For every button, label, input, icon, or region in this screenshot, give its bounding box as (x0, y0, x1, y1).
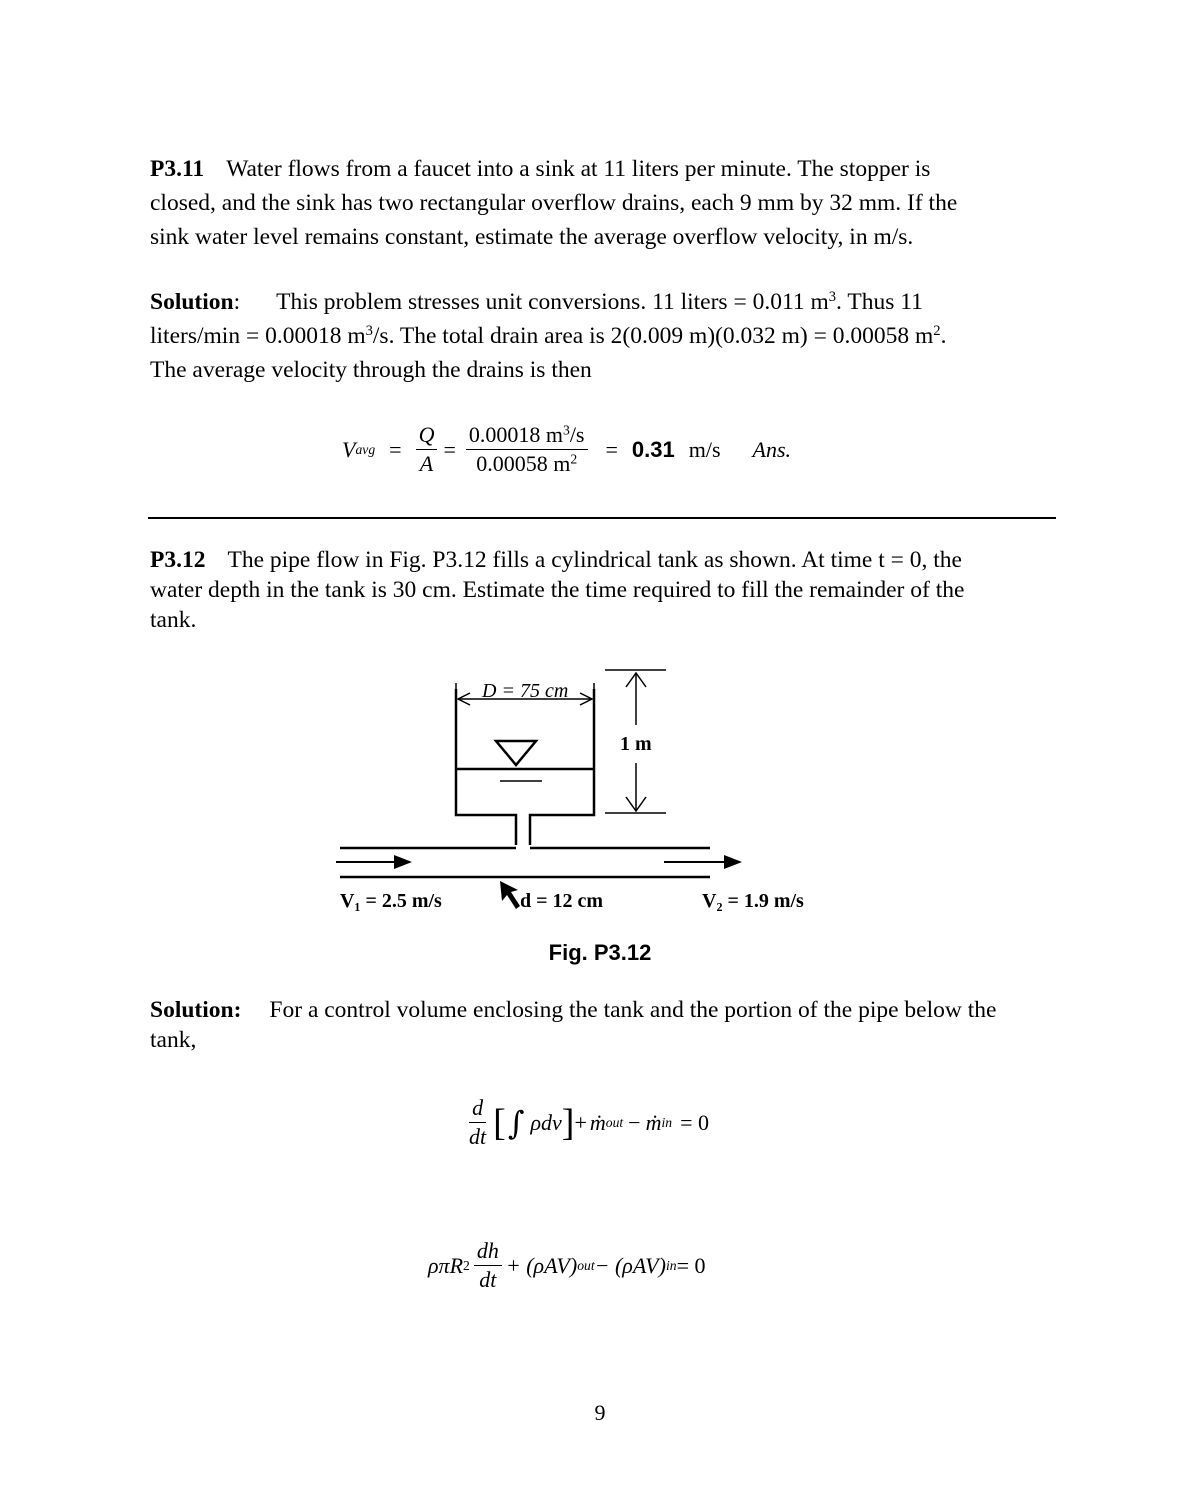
solution-text-line-1a: This problem stresses unit conversions. 11 liters = 0.011 m (276, 289, 829, 315)
answer-label: Ans. (752, 436, 792, 462)
dh-dt-fraction: $\frac{dh}{dt}$ (474, 1238, 502, 1293)
solution-label: Solution: (150, 997, 242, 1023)
solution-text-line-1: For a control volume enclosing the tank and the portion of the pipe below the (269, 997, 997, 1023)
answer-unit: m/s (688, 436, 721, 462)
solution-3-12 (150, 995, 1055, 1055)
tank-right-wall (530, 689, 594, 845)
free-surface-triangle-icon (496, 741, 536, 765)
integral-icon: ∫ (507, 1103, 525, 1142)
problem-text-line-1: Water flows from a faucet into a sink at 11 liters per minute. The stopper is (226, 156, 931, 182)
answer-value: 0.31 (631, 436, 675, 462)
tank-fill-equation: ρπR 2 $\frac{dh}{dt}$ + (ρAV) out − (ρAV) in = 0 (428, 1238, 706, 1292)
problem-3-12 (150, 545, 1055, 635)
pipe-diameter-label: d = 12 cm (520, 890, 604, 912)
d-dt-fraction: $\frac{d}{dt}$ (469, 1095, 487, 1149)
problem-3-11 (150, 152, 1055, 254)
solution-text-line-2a: liters/min = 0.00018 m (150, 323, 366, 349)
page-number: 9 (594, 1400, 606, 1425)
figure-caption: Fig. P3.12 (548, 940, 652, 965)
problem-label: P3.11 (150, 156, 205, 182)
numeric-fraction: $\frac{0.00018 m^3/s}{0.00058 m^2}$ (466, 422, 588, 477)
q-over-a-fraction: $\frac{Q}{A}$ (416, 422, 438, 477)
height-label: 1 m (620, 733, 652, 755)
velocity-equation: V avg = $\frac{Q}{A}$ = $\frac{0.00018 m^3/s}{0.00058 m^2}$ = 0.31 m/s Ans. (342, 422, 792, 476)
problem-text-line-1: The pipe flow in Fig. P3.12 fills a cylindrical tank as shown. At time t = 0, the (227, 547, 962, 573)
mass-conservation-equation: $\frac{d}{dt}$ [ ∫ ρdv ] + ṁ out − ṁ in = 0 (462, 1095, 709, 1150)
section-divider (148, 517, 1056, 519)
solution-label: Solution (150, 289, 234, 315)
pointer-arrow-icon (500, 881, 520, 909)
tank-pipe-figure (330, 665, 850, 925)
inlet-velocity-label: V₁ = 2.5 m/s (340, 890, 442, 912)
problem-text-line-3: sink water level remains constant, estimate the average overflow velocity, in m/s. (150, 224, 914, 250)
problem-text-line-2: water depth in the tank is 30 cm. Estimate the time required to fill the remainder of the (150, 577, 965, 603)
solution-text-line-2: tank, (150, 1027, 197, 1053)
tank-left-wall (456, 689, 516, 845)
problem-text-line-2: closed, and the sink has two rectangular overflow drains, each 9 mm by 32 mm. If the (150, 190, 958, 216)
problem-text-line-3: tank. (150, 607, 197, 633)
solution-text-line-3: The average velocity through the drains is then (150, 357, 592, 383)
problem-label: P3.12 (150, 547, 206, 573)
diameter-label: D = 75 cm (482, 680, 569, 702)
solution-3-11: Solution: This problem stresses unit conversions. 11 liters = 0.011 $m^3$. Thus 11 liters/min = 0.00018 $m^3/s$. The total drain area is 2(0.009 m)(0.032 m) = 0.00058 $m^2$. The average velocity through the drains is then (150, 285, 1055, 387)
outlet-velocity-label: V₂ = 1.9 m/s (702, 890, 804, 912)
